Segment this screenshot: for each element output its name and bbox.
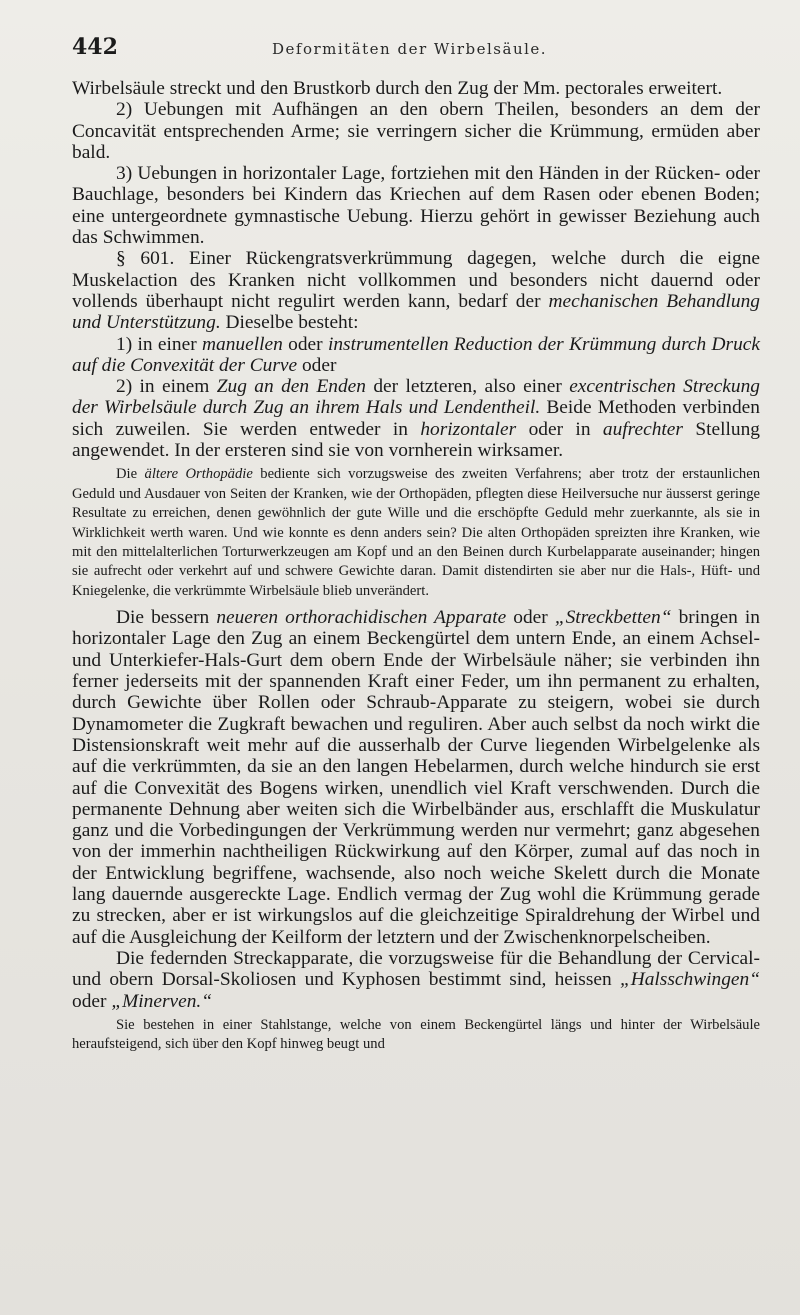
paragraph [72, 78, 760, 99]
italic-run: neueren orthorachidischen Apparate [216, 607, 507, 629]
text-run: Stellung angewendet. In der ersteren sind sie von vornherein wirksamer. [72, 418, 760, 462]
text-run: 1) in einer [116, 333, 203, 355]
paragraph [72, 163, 760, 248]
running-head: Deformitäten der Wirbelsäule. [272, 40, 548, 58]
text-run: Dieselbe besteht: [220, 312, 359, 334]
text-run: bringen in horizontaler Lage den Zug an einem Beckengürtel dem untern Ende, an einem Achsel- und Unterkiefer-Hals-Gurt dem obern Ende der Wirbelsäule näher; sie verbinden ihn ferner jederseits mit der spannenden Kraft einer Feder, um ihn permanent zu erhalten, durch Gewichte über Rollen oder Schraub-Apparate zu steigern, wobei sie durch Dynamometer die Zugkraft bewachen und reguliren. Aber auch selbst da noch wirkt die Distensionskraft weit mehr auf die ausserhalb der Curve liegenden Wirbelgelenke als auf die verkrümmten, da sie an den langen Hebelarmen, durch welche hindurch sie erst auf die Convexität des Bogens wirken, unendlich viel Kraft verschwenden. Durch die permanente Dehnung aber weiten sich die Wirbelbänder aus, erschlafft die Muskulatur ganz und die Vorbedingungen der Verkrümmung werden nur vermehrt; ganz abgesehen von der immerhin nachtheiligen Rückwirkung auf den Körper, zumal auf das noch in der Entwicklung begriffene, wachsende, also noch weiche Skelett durch die Monate lang dauernde ausgereckte Lage. Endlich vermag der Zug wohl die Krümmung gerade zu strecken, aber er ist wirkungslos auf die gleichzeitige Spiraldrehung der Wirbel und auf die Ausgleichung der Keilform der letztern und der Zwischenknorpelscheiben. [72, 607, 760, 948]
italic-run: instrumentellen Reduction der Krümmung durch Druck auf die Convexität der Curve [72, 333, 761, 376]
page-header [72, 34, 760, 60]
italic-run: „Streckbetten“ [554, 607, 672, 629]
italic-run: mechanischen Behandlung und Unterstützung. [72, 290, 760, 334]
text-run: oder [506, 607, 555, 629]
paragraph [72, 334, 760, 377]
paragraph [72, 607, 760, 948]
body-text [72, 78, 760, 1055]
paragraph [72, 248, 760, 333]
text-run: 2) in einem [116, 376, 217, 398]
text-run: 2) Uebungen mit Aufhängen an den obern Theilen, besonders an dem der Concavität entsprechenden Arme; sie verringern sicher die Krümmung, ermüden aber bald. [72, 99, 760, 163]
text-run: 3) Uebungen in horizontaler Lage, fortziehen mit den Händen in der Rücken- oder Bauchlage, besonders bei Kindern das Kriechen auf dem Rasen oder ebenen Boden; eine untergeordnete gymnastische Uebung. Hierzu gehört in gewisser Beziehung auch das Schwimmen. [72, 163, 760, 249]
text-run: Die [116, 466, 145, 483]
text-run: oder [72, 990, 112, 1012]
page-number: 442 [72, 34, 118, 60]
italic-run: Zug an den Enden [216, 376, 366, 398]
text-run: Sie bestehen in einer Stahlstange, welche von einem Beckengürtel längs und hinter der Wirbelsäule heraufsteigend, sich über den Kopf hinweg beugt und [72, 1016, 760, 1053]
italic-run: „Minerven.“ [111, 990, 213, 1012]
text-run: bediente sich vorzugsweise des zweiten Verfahrens; aber trotz der erstaunlichen Geduld und Ausdauer von Seiten der Kranken, wie der Orthopäden, pflegten diese Heilversuche nur äusserst geringe Resultate zu erreichen, denen gewöhnlich der gute Wille und die erschöpfte Geduld mehr zuerkannte, als sie in Wirklichkeit werth waren. Und wie konnte es denn anders sein? Die alten Orthopäden spreizten ihre Kranken, wie mit den mittelalterlichen Torturwerkzeugen am Kopf und an den Beinen durch Kurbelapparate auseinander; hingen sie aufrecht oder verkehrt auf und schwere Gewichte daran. Damit distendirten sie aber nur die Hals-, Hüft- und Kniegelenke, die verkrümmte Wirbelsäule blieb unverändert. [72, 466, 760, 599]
italic-run: manuellen [202, 333, 283, 355]
paragraph [72, 376, 760, 461]
text-run: § 601. Einer Rückengratsverkrümmung dagegen, welche durch die eigne Muskelaction des Kranken nicht vollkommen und besonders nicht dauernd oder vollends überhaupt nicht regulirt werden kann, bedarf der [72, 248, 760, 312]
italic-run: horizontaler [420, 418, 517, 440]
text-run: oder [297, 354, 337, 376]
text-run: oder [282, 333, 328, 355]
text-run: der letzteren, also einer [365, 376, 570, 398]
text-run: Wirbelsäule streckt und den Brustkorb durch den Zug der Mm. pectorales erweitert. [72, 78, 723, 99]
italic-run: ältere Orthopädie [144, 466, 253, 483]
paragraph [72, 99, 760, 163]
text-run: Die federnden Streckapparate, die vorzugsweise für die Behandlung der Cervical- und obern Dorsal-Skoliosen und Kyphosen bestimmt sind, heissen [72, 947, 760, 991]
italic-run: „Halsschwingen“ [619, 969, 760, 991]
text-run: Die bessern [116, 607, 217, 629]
text-run: Beide Methoden verbinden sich zuweilen. Sie werden entweder in [72, 397, 760, 440]
paragraph [72, 948, 760, 1012]
small-print-paragraph [72, 465, 760, 601]
italic-run: excentrischen Streckung der Wirbelsäule durch Zug an ihrem Hals und Lendentheil. [72, 376, 760, 419]
italic-run: aufrechter [602, 418, 683, 440]
text-run: oder in [516, 418, 603, 440]
small-print-paragraph [72, 1016, 760, 1055]
